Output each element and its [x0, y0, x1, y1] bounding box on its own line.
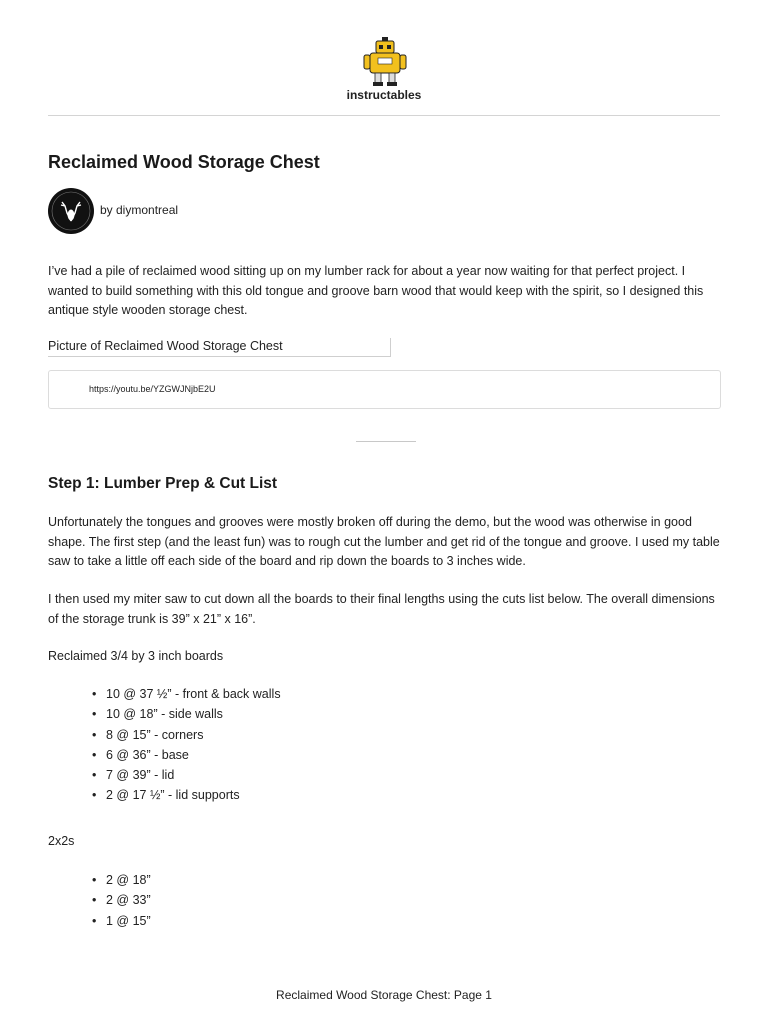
- video-link[interactable]: https://youtu.be/YZGWJNjbE2U: [89, 384, 216, 394]
- site-header: [0, 0, 768, 116]
- image-placeholder[interactable]: [48, 338, 391, 357]
- page-title: Reclaimed Wood Storage Chest: [48, 152, 320, 172]
- list-item: • 6 @ 36” - base: [92, 745, 281, 765]
- list-item: • 2 @ 33”: [92, 890, 151, 910]
- image-caption: Picture of Reclaimed Wood Storage Chest: [48, 339, 283, 353]
- stag-head-icon: [48, 188, 94, 234]
- twobytwo-list: [92, 870, 151, 931]
- instructables-robot-icon[interactable]: [360, 36, 410, 88]
- author-avatar[interactable]: [48, 188, 94, 234]
- section-divider: [356, 441, 416, 442]
- boards-list: [92, 684, 281, 806]
- author-byline[interactable]: by diymontreal: [100, 203, 179, 217]
- list-item: • 1 @ 15”: [92, 911, 151, 931]
- list-item: • 10 @ 37 ½” - front & back walls: [92, 684, 281, 704]
- list-item: • 2 @ 18”: [92, 870, 151, 890]
- boards-label: Reclaimed 3/4 by 3 inch boards: [48, 649, 224, 663]
- list-item: • 7 @ 39” - lid: [92, 765, 281, 785]
- header-divider: [48, 115, 720, 116]
- list-item: • 2 @ 17 ½” - lid supports: [92, 785, 281, 805]
- list-item: • 8 @ 15” - corners: [92, 725, 281, 745]
- page-footer: Reclaimed Wood Storage Chest: Page 1: [276, 988, 492, 1002]
- step-paragraph-2: I then used my miter saw to cut down all the boards to their final lengths using the cuts list below. The overall dimensions of the storage trunk is 39” x 21” x 16”.: [48, 592, 715, 626]
- step-paragraph-1: Unfortunately the tongues and grooves were mostly broken off during the demo, but the wood was otherwise in good shape. The first step (and the least fun) was to rough cut the lumber and get rid of the tongue and groove. I used my table saw to take a little off each side of the board and rip down the boards to 3 inches wide.: [48, 515, 720, 569]
- video-embed[interactable]: [48, 370, 721, 409]
- step-heading: Step 1: Lumber Prep & Cut List: [48, 475, 278, 492]
- intro-paragraph: I’ve had a pile of reclaimed wood sitting up on my lumber rack for about a year now waiting for that perfect project. I wanted to build something with this old tongue and groove barn wood that would keep with the spirit, so I designed this antique style wooden storage chest.: [48, 264, 704, 318]
- brand-name[interactable]: instructables: [346, 88, 422, 102]
- list-item: • 10 @ 18” - side walls: [92, 704, 281, 724]
- twobytwo-label: 2x2s: [48, 834, 75, 848]
